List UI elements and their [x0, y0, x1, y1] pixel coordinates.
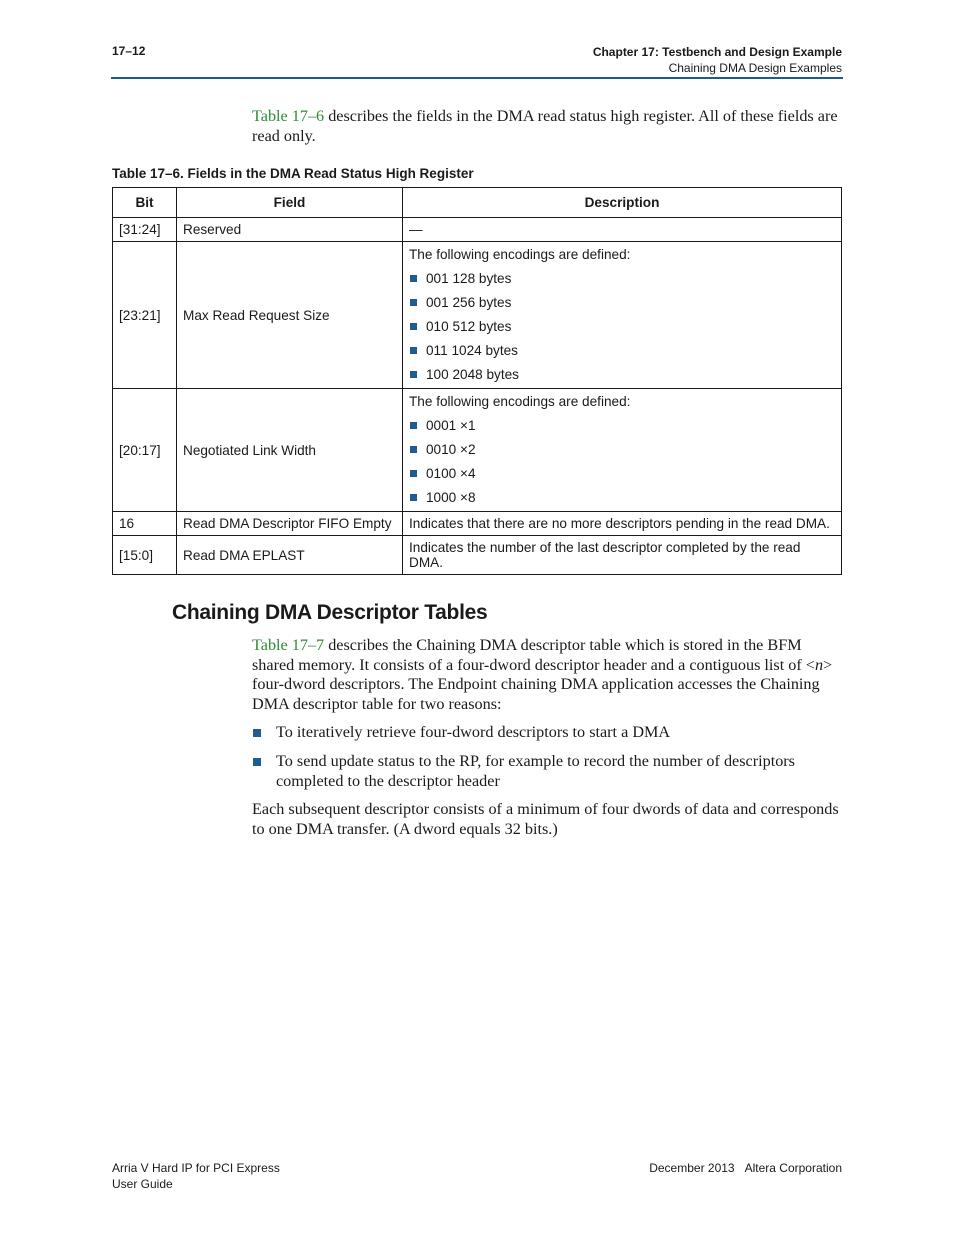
- bullet-square-icon: [410, 446, 417, 453]
- encodings-intro: The following encodings are defined:: [409, 394, 631, 409]
- list-item: 1000 ×8: [409, 489, 835, 507]
- list-item: To iteratively retrieve four-dword descriptors to start a DMA: [252, 723, 844, 743]
- cell-field: Max Read Request Size: [177, 242, 403, 389]
- bullet-square-icon: [253, 729, 261, 737]
- footer-right: [649, 1160, 842, 1176]
- n-variable: n: [814, 655, 824, 674]
- cell-field: Negotiated Link Width: [177, 389, 403, 512]
- cell-description: [403, 242, 842, 389]
- cell-bit: [23:21]: [113, 242, 177, 389]
- bullet-square-icon: [410, 299, 417, 306]
- bullet-square-icon: [410, 323, 417, 330]
- cell-bit: [20:17]: [113, 389, 177, 512]
- intro-paragraph: [252, 107, 844, 146]
- bullet-square-icon: [410, 275, 417, 282]
- cell-bit: [15:0]: [113, 536, 177, 575]
- table-row: [113, 389, 842, 512]
- cell-bit: 16: [113, 512, 177, 536]
- footer-product: Arria V Hard IP for PCI Express: [112, 1161, 280, 1175]
- list-item: 010 512 bytes: [409, 318, 835, 336]
- encoding-list: [409, 270, 835, 384]
- bullet-square-icon: [410, 422, 417, 429]
- table-row: [113, 536, 842, 575]
- list-item: 011 1024 bytes: [409, 342, 835, 360]
- list-item: 001 256 bytes: [409, 294, 835, 312]
- list-item: 0001 ×1: [409, 417, 835, 435]
- section-paragraph-1: Table 17–7 describes the Chaining DMA descriptor table which is stored in the BFM shared memory. It consists of a four-dword descriptor header and a contiguous list of <n> four-dword descriptors. The Endpoint chaining DMA application accesses the Chaining DMA descriptor table for two reasons:: [252, 636, 833, 713]
- table-header-row: [113, 188, 842, 218]
- cell-bit: [31:24]: [113, 218, 177, 242]
- cell-description: [403, 389, 842, 512]
- cell-description: —: [403, 218, 842, 242]
- running-header: [593, 44, 842, 76]
- section-name: Chaining DMA Design Examples: [668, 61, 842, 75]
- cell-field: Reserved: [177, 218, 403, 242]
- section-heading: Chaining DMA Descriptor Tables: [172, 601, 488, 624]
- header-bit: Bit: [113, 188, 177, 218]
- encodings-intro: The following encodings are defined:: [409, 247, 631, 262]
- cell-field: Read DMA Descriptor FIFO Empty: [177, 512, 403, 536]
- bullet-square-icon: [253, 758, 261, 766]
- bullet-square-icon: [410, 494, 417, 501]
- footer-company: Altera Corporation: [744, 1161, 842, 1175]
- section-paragraph-2: Each subsequent descriptor consists of a minimum of four dwords of data and corresponds to one DMA transfer. (A dword equals 32 bits.): [252, 800, 839, 838]
- encoding-list: [409, 417, 835, 507]
- list-item: 100 2048 bytes: [409, 366, 835, 384]
- bullet-square-icon: [410, 371, 417, 378]
- cell-field: Read DMA EPLAST: [177, 536, 403, 575]
- table-17-7-link[interactable]: Table 17–7: [252, 636, 325, 654]
- dma-read-status-table: [112, 187, 842, 575]
- list-item: To send update status to the RP, for example to record the number of descriptors completed to the descriptor header: [252, 752, 844, 791]
- list-item: 0010 ×2: [409, 441, 835, 459]
- table-caption: Table 17–6. Fields in the DMA Read Status High Register: [112, 166, 474, 181]
- footer-date: December 2013: [649, 1161, 735, 1175]
- bullet-square-icon: [410, 470, 417, 477]
- header-field: Field: [177, 188, 403, 218]
- header-description: Description: [403, 188, 842, 218]
- bullet-square-icon: [410, 347, 417, 354]
- intro-text: describes the fields in the DMA read status high register. All of these fields are read only.: [252, 107, 838, 145]
- table-row: [113, 242, 842, 389]
- page-number: 17–12: [112, 44, 146, 58]
- chapter-title: Chapter 17: Testbench and Design Example: [592, 45, 842, 59]
- list-item: 001 128 bytes: [409, 270, 835, 288]
- table-row: [113, 512, 842, 536]
- footer-doc: User Guide: [112, 1177, 173, 1191]
- table-row: [113, 218, 842, 242]
- table-17-6-link[interactable]: Table 17–6: [252, 107, 325, 125]
- list-item: 0100 ×4: [409, 465, 835, 483]
- header-rule: [111, 77, 843, 79]
- cell-description: Indicates the number of the last descriptor completed by the read DMA.: [403, 536, 842, 575]
- footer-left: [112, 1160, 280, 1192]
- cell-description: Indicates that there are no more descriptors pending in the read DMA.: [403, 512, 842, 536]
